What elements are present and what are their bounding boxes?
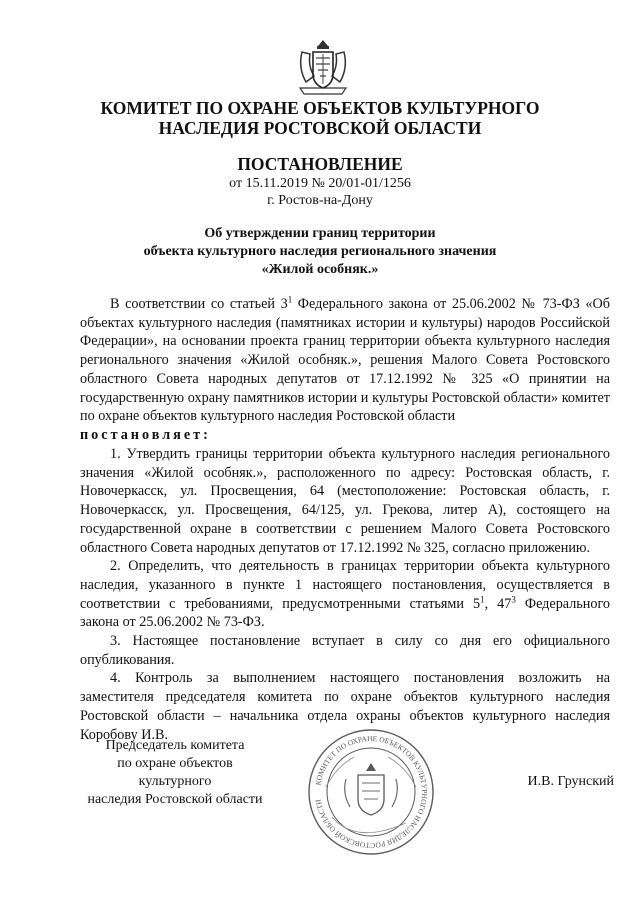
preamble-part1: В соответствии со статьей 3 — [110, 296, 288, 312]
item2-part3: Федерального закона от 25.06.2002 № 73-ФЗ. — [80, 595, 611, 631]
signatory-position-line1: Председатель комитета — [105, 738, 245, 753]
decree-word: постановляет: — [80, 426, 211, 443]
signatory-name: И.В. Грунский — [527, 774, 614, 789]
organization-name-line1: КОМИТЕТ ПО ОХРАНЕ ОБЪЕКТОВ КУЛЬТУРНОГО — [100, 98, 540, 118]
item2-part2: , 47 — [484, 595, 512, 612]
signatory-position — [80, 737, 270, 809]
item2-superscript-2: 3 — [511, 593, 516, 604]
decree-item-2 — [80, 557, 610, 632]
item2-superscript-1: 1 — [480, 593, 485, 604]
item2-part1: 2. Определить, что деятельность в границах территории объекта культурного наследия, указанного в пункте 1 настоящего постановления, осуществляется в соответствии с требованиями, предусмотренными статьями 5 — [80, 558, 610, 612]
subject-line3: «Жилой особняк.» — [261, 262, 379, 277]
official-seal-icon — [306, 727, 436, 857]
decree-items — [80, 445, 610, 744]
document-city: г. Ростов-на-Дону — [267, 193, 373, 208]
decree-item-3: 3. Настоящее постановление вступает в силу со дня его официального опубликования. — [80, 633, 610, 668]
document-number: от 15.11.2019 № 20/01-01/1256 — [229, 176, 411, 191]
subject-line1: Об утверждении границ территории — [204, 226, 436, 241]
coat-of-arms-icon — [296, 38, 350, 96]
seal-text: КОМИТЕТ ПО ОХРАНЕ ОБЪЕКТОВ КУЛЬТУРНОГО НАСЛЕДИЯ РОСТОВСКОЙ ОБЛАСТИ — [313, 733, 430, 851]
document-type: ПОСТАНОВЛЕНИЕ — [237, 154, 403, 174]
article-superscript: 1 — [287, 294, 293, 305]
decree-item-4: 4. Контроль за выполнением настоящего постановления возложить на заместителя председателя комитета по охране объектов культурного наследия Ростовской области – начальника отдела охраны объектов культурного наследия Коробову И.В. — [80, 670, 610, 743]
organization-name-line2: НАСЛЕДИЯ РОСТОВСКОЙ ОБЛАСТИ — [158, 118, 482, 138]
decree-item-1: 1. Утвердить границы территории объекта культурного наследия регионального значения «Жилой особняк.», расположенного по адресу: Ростовская область, г. Новочеркасск, ул. Просвещения, 64 (местоположение: Ростовская область, г. Новочеркасск, ул. Просвещения, 64/125, ул. Грекова, литер А), состоящего на государственной охране в соответствии с решением Малого Совета Ростовского областного Совета народных депутатов от 17.12.1992 № 325, согласно приложению. — [80, 446, 610, 556]
preamble-paragraph — [80, 295, 610, 445]
preamble-part2: Федерального закона от 25.06.2002 № 73-ФЗ «Об объектах культурного наследия (памятниках истории и культуры) народов Российской Федерации», на основании проекта границ территории объекта культурного наследия регионального значения «Жилой особняк.», решения Малого Совета Ростовского областного Совета народных депутатов от 17.12.1992 № 325 «О принятии на государственную охрану памятников истории и культуры Ростовской области» комитет по охране объектов культурного наследия Ростовской области — [80, 296, 610, 425]
subject-line2: объекта культурного наследия регионального значения — [143, 244, 497, 259]
preamble-text — [80, 295, 610, 445]
signatory-position-line3: наследия Ростовской области — [87, 792, 263, 807]
signatory-position-line2: по охране объектов культурного — [117, 756, 233, 789]
